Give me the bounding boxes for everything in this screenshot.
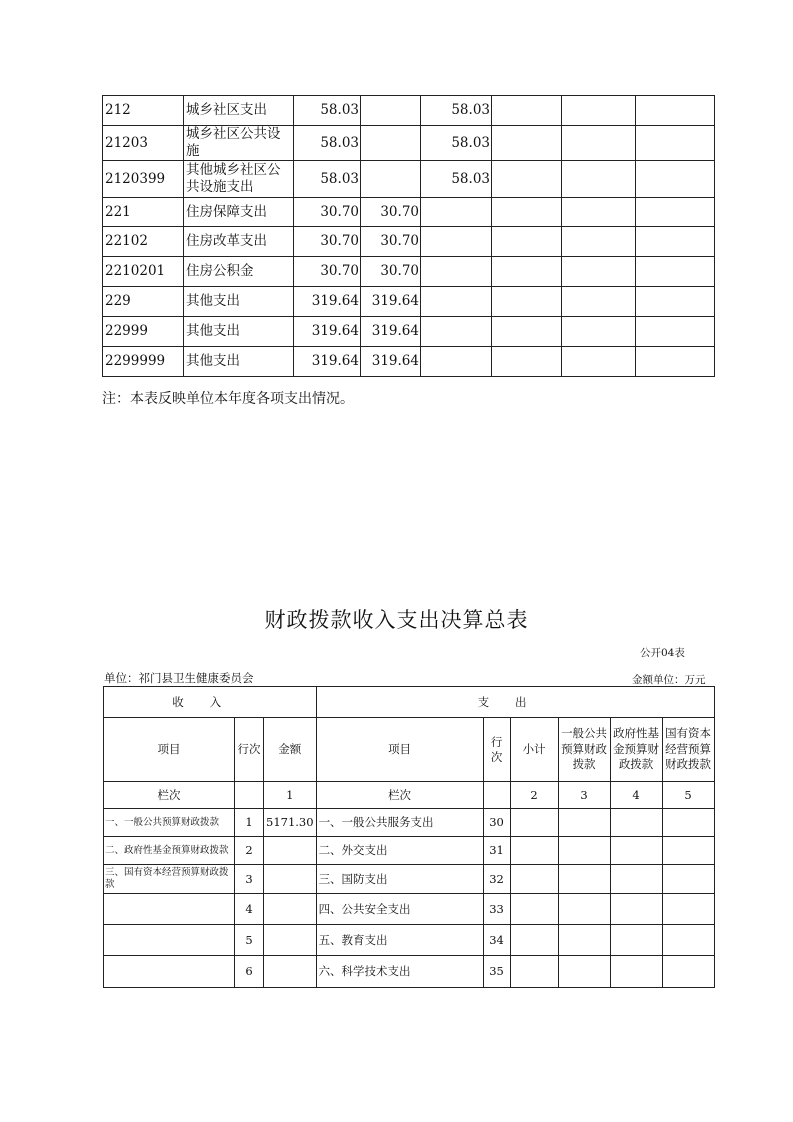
row-total: 58.03 <box>294 161 361 198</box>
empty-cell <box>558 809 610 837</box>
row-project <box>421 257 492 287</box>
income-row: 4 <box>235 894 264 925</box>
empty-cell <box>562 317 636 347</box>
empty-cell <box>562 198 636 227</box>
row-project <box>421 347 492 377</box>
col-state-capital: 国有资本经营预算财政拨款 <box>662 718 714 782</box>
income-row: 6 <box>235 956 264 988</box>
table-row <box>103 347 715 377</box>
income-amount <box>264 925 317 956</box>
expenditure-detail-table <box>102 95 715 377</box>
row-basic <box>361 96 421 126</box>
empty-cell <box>636 317 715 347</box>
expense-header: 支出 <box>316 687 714 718</box>
idx-5: 5 <box>662 782 714 809</box>
row-basic: 30.70 <box>361 227 421 257</box>
empty-cell <box>492 347 562 377</box>
empty-cell <box>562 227 636 257</box>
empty-cell <box>510 809 558 837</box>
empty-cell <box>562 347 636 377</box>
col-fund-budget: 政府性基金预算财政拨款 <box>610 718 662 782</box>
idx-1: 1 <box>264 782 317 809</box>
expense-row: 32 <box>483 865 510 894</box>
row-name: 其他城乡社区公共设施支出 <box>184 161 294 198</box>
table-row <box>103 287 715 317</box>
empty-cell <box>558 894 610 925</box>
empty-cell <box>610 956 662 988</box>
row-total: 30.70 <box>294 227 361 257</box>
row-basic: 319.64 <box>361 287 421 317</box>
page-title: 财政拨款收入支出决算总表 <box>264 608 529 632</box>
expense-item: 六、科学技术支出 <box>316 956 483 988</box>
row-name: 其他支出 <box>184 287 294 317</box>
row-project: 58.03 <box>421 126 492 161</box>
row-project: 58.03 <box>421 161 492 198</box>
income-row: 2 <box>235 837 264 865</box>
empty-cell <box>610 809 662 837</box>
idx-4: 4 <box>610 782 662 809</box>
empty-cell <box>562 126 636 161</box>
empty-cell <box>636 96 715 126</box>
expense-item: 三、国防支出 <box>316 865 483 894</box>
empty-cell <box>492 257 562 287</box>
row-code: 2120399 <box>103 161 184 198</box>
empty-cell <box>492 287 562 317</box>
empty-cell <box>492 198 562 227</box>
idx-2: 2 <box>510 782 558 809</box>
empty-cell <box>662 894 714 925</box>
empty-cell <box>610 837 662 865</box>
income-item <box>104 894 235 925</box>
row-name: 城乡社区公共设施 <box>184 126 294 161</box>
income-row: 5 <box>235 925 264 956</box>
form-code: 公开04表 <box>640 647 685 659</box>
col-expense-row: 行次 <box>483 718 510 782</box>
empty-cell <box>235 782 264 809</box>
empty-cell <box>492 126 562 161</box>
expense-row: 31 <box>483 837 510 865</box>
empty-cell <box>562 287 636 317</box>
expense-row: 35 <box>483 956 510 988</box>
empty-cell <box>492 317 562 347</box>
empty-cell <box>636 227 715 257</box>
row-name: 城乡社区支出 <box>184 96 294 126</box>
row-basic: 319.64 <box>361 347 421 377</box>
row-total: 30.70 <box>294 198 361 227</box>
row-total: 319.64 <box>294 347 361 377</box>
empty-cell <box>558 865 610 894</box>
expense-item: 五、教育支出 <box>316 925 483 956</box>
expense-row: 30 <box>483 809 510 837</box>
col-income-item: 项目 <box>104 718 235 782</box>
empty-cell <box>483 782 510 809</box>
empty-cell <box>558 956 610 988</box>
income-item <box>104 925 235 956</box>
row-name: 住房公积金 <box>184 257 294 287</box>
fiscal-summary-table <box>103 686 715 988</box>
col-income-amount: 金额 <box>264 718 317 782</box>
expense-row: 34 <box>483 925 510 956</box>
income-lanci: 栏次 <box>104 782 235 809</box>
row-basic: 30.70 <box>361 198 421 227</box>
empty-cell <box>510 837 558 865</box>
income-amount <box>264 837 317 865</box>
empty-cell <box>636 126 715 161</box>
table-row <box>104 894 715 925</box>
row-total: 319.64 <box>294 287 361 317</box>
col-general-budget: 一般公共预算财政拨款 <box>558 718 610 782</box>
row-code: 229 <box>103 287 184 317</box>
row-basic <box>361 126 421 161</box>
row-code: 2210201 <box>103 257 184 287</box>
table-row <box>103 198 715 227</box>
idx-3: 3 <box>558 782 610 809</box>
table-row <box>103 96 715 126</box>
empty-cell <box>492 96 562 126</box>
row-basic: 319.64 <box>361 317 421 347</box>
money-unit: 金额单位：万元 <box>632 674 706 686</box>
row-code: 2299999 <box>103 347 184 377</box>
empty-cell <box>636 161 715 198</box>
empty-cell <box>610 925 662 956</box>
row-project <box>421 317 492 347</box>
empty-cell <box>610 865 662 894</box>
table-row <box>104 809 715 837</box>
income-amount <box>264 865 317 894</box>
empty-cell <box>492 227 562 257</box>
empty-cell <box>636 347 715 377</box>
unit-label: 单位：祁门县卫生健康委员会 <box>104 671 254 685</box>
table-row <box>104 837 715 865</box>
table-row <box>103 161 715 198</box>
row-basic: 30.70 <box>361 257 421 287</box>
table-row <box>104 865 715 894</box>
row-code: 22999 <box>103 317 184 347</box>
row-basic <box>361 161 421 198</box>
table-row <box>104 925 715 956</box>
income-row: 3 <box>235 865 264 894</box>
row-code: 21203 <box>103 126 184 161</box>
row-total: 58.03 <box>294 96 361 126</box>
row-code: 212 <box>103 96 184 126</box>
row-code: 221 <box>103 198 184 227</box>
empty-cell <box>662 956 714 988</box>
expense-item: 一、一般公共服务支出 <box>316 809 483 837</box>
row-name: 住房改革支出 <box>184 227 294 257</box>
row-name: 其他支出 <box>184 317 294 347</box>
row-project: 58.03 <box>421 96 492 126</box>
col-expense-item: 项目 <box>316 718 483 782</box>
empty-cell <box>558 925 610 956</box>
income-item <box>104 956 235 988</box>
income-row: 1 <box>235 809 264 837</box>
table-row <box>103 257 715 287</box>
income-item: 二、政府性基金预算财政拨款 <box>104 837 235 865</box>
empty-cell <box>636 198 715 227</box>
income-item: 一、一般公共预算财政拨款 <box>104 809 235 837</box>
col-income-row: 行次 <box>235 718 264 782</box>
empty-cell <box>610 894 662 925</box>
empty-cell <box>562 161 636 198</box>
empty-cell <box>562 96 636 126</box>
col-subtotal: 小计 <box>510 718 558 782</box>
table-row <box>103 317 715 347</box>
income-amount: 5171.30 <box>264 809 317 837</box>
row-total: 58.03 <box>294 126 361 161</box>
empty-cell <box>662 925 714 956</box>
row-total: 319.64 <box>294 317 361 347</box>
empty-cell <box>562 257 636 287</box>
empty-cell <box>492 161 562 198</box>
table-row <box>103 126 715 161</box>
row-name: 其他支出 <box>184 347 294 377</box>
empty-cell <box>636 257 715 287</box>
table-row <box>104 956 715 988</box>
row-project <box>421 227 492 257</box>
empty-cell <box>510 956 558 988</box>
empty-cell <box>636 287 715 317</box>
row-project <box>421 287 492 317</box>
row-total: 30.70 <box>294 257 361 287</box>
empty-cell <box>558 837 610 865</box>
expense-item: 二、外交支出 <box>316 837 483 865</box>
empty-cell <box>662 809 714 837</box>
expense-lanci: 栏次 <box>316 782 483 809</box>
income-item: 三、国有资本经营预算财政拨款 <box>104 865 235 894</box>
income-amount <box>264 894 317 925</box>
row-name: 住房保障支出 <box>184 198 294 227</box>
empty-cell <box>510 925 558 956</box>
expense-row: 33 <box>483 894 510 925</box>
empty-cell <box>510 865 558 894</box>
row-code: 22102 <box>103 227 184 257</box>
empty-cell <box>510 894 558 925</box>
income-header: 收入 <box>104 687 317 718</box>
table-note: 注：本表反映单位本年度各项支出情况。 <box>102 391 354 407</box>
empty-cell <box>662 865 714 894</box>
empty-cell <box>662 837 714 865</box>
table-row <box>103 227 715 257</box>
expense-item: 四、公共安全支出 <box>316 894 483 925</box>
income-amount <box>264 956 317 988</box>
row-project <box>421 198 492 227</box>
